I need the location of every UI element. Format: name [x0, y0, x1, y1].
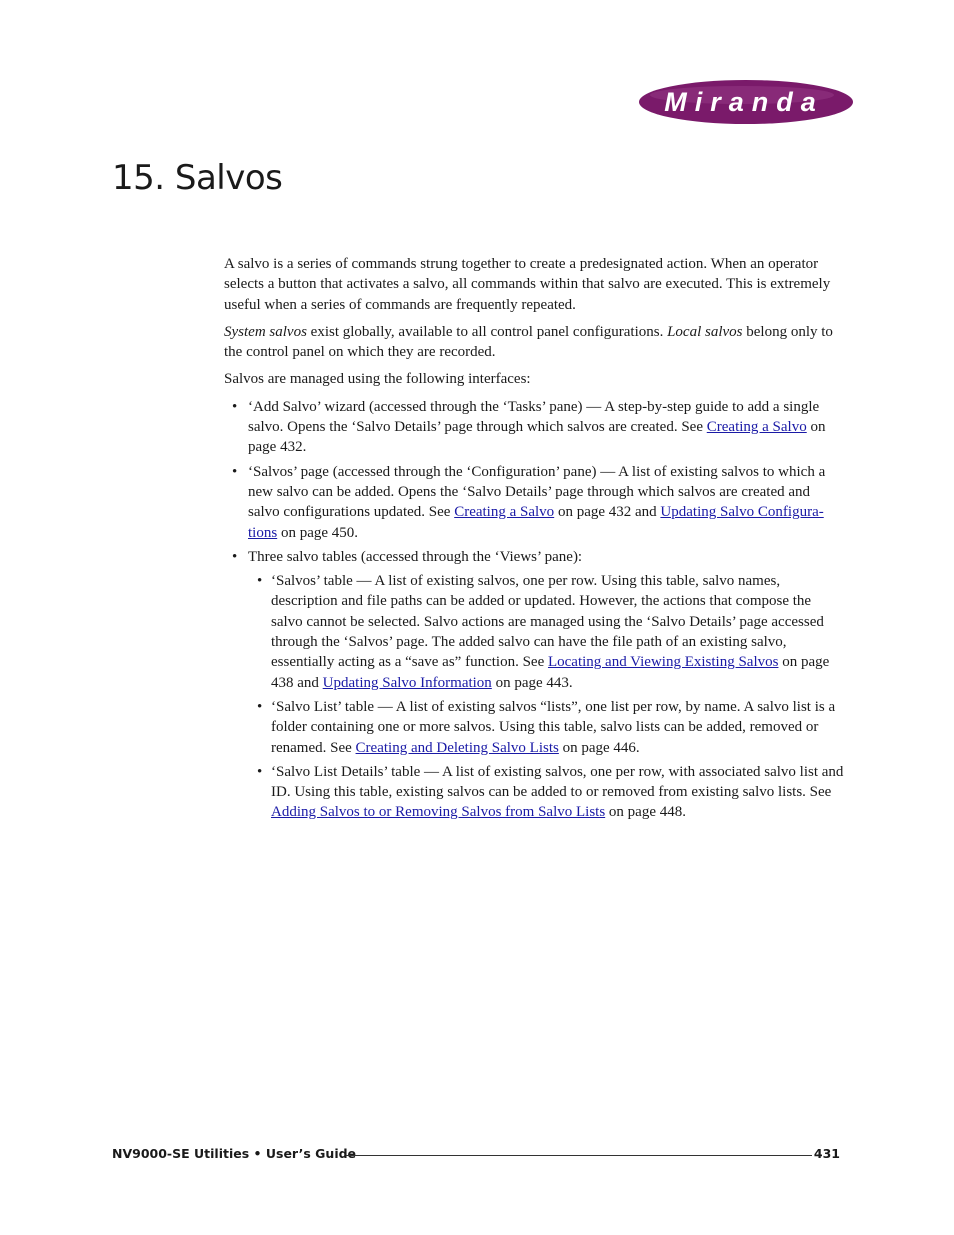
list-item-add-salvo-wizard: • ‘Add Salvo’ wizard (accessed through the ‘Tasks’ pane) — A step-by-step guide to add a single salvo. Opens the ‘Salvo Details’ page through which salvos are created. See Creating a Salvo on page 432.: [232, 398, 826, 456]
term-system-salvos: System salvos: [224, 323, 307, 340]
page-number: 431: [813, 1146, 840, 1161]
link-creating-deleting-salvo-lists[interactable]: Creating and Deleting Salvo Lists: [355, 739, 559, 756]
link-updating-salvo-information[interactable]: Updating Salvo Information: [322, 674, 492, 691]
bullet: •: [232, 463, 238, 480]
link-adding-removing-salvos[interactable]: Adding Salvos to or Removing Salvos from Salvo Lists: [271, 804, 606, 821]
salvo-types-paragraph: System salvos exist globally, available to all control panel configurations. Local salvos belong only to the control panel on which they are recorded.: [224, 323, 833, 361]
list-item-salvos-table: • ‘Salvos’ table — A list of existing salvos, one per row. Using this table, salvo names, description and file paths can be added or updated. However, the actions that compose the salvo cannot be selected. Salvo actions are managed using the ‘Salvo Details’ page accessed through the ‘Salvos’ page. The added salvo can have the file path of an existing salvo, essentially acting as a “save as” function. See Locating and Viewing Existing Salvos on page 438 and Updating Salvo Information on page 443.: [257, 573, 830, 691]
list-item-salvo-list-details-table: • ‘Salvo List Details’ table — A list of existing salvos, one per row, with associated salvo list and ID. Using this table, existing salvos can be added to or removed from existing salvo lists. See Adding Salvos to or Removing Salvos from Salvo Lists on page 448.: [257, 763, 844, 821]
page-footer: [112, 1144, 842, 1164]
list-item-salvos-page: • ‘Salvos’ page (accessed through the ‘Configuration’ pane) — A list of existing salvos to which a new salvo can be added. Opens the ‘Salvo Details’ page through which salvos are created and salvo configurations updated. See Creating a Salvo on page 432 and Updating Salvo Configura-tions on page 450.: [232, 463, 826, 541]
chapter-body: [224, 254, 844, 827]
salvo-tables-list: [248, 571, 844, 823]
footer-doc-title: NV9000-SE Utilities • User’s Guide: [112, 1146, 357, 1161]
term-local-salvos: Local salvos: [667, 323, 743, 340]
interfaces-list: [224, 397, 844, 823]
bullet: •: [257, 698, 263, 715]
link-creating-a-salvo[interactable]: Creating a Salvo: [706, 419, 807, 436]
link-locating-viewing-salvos[interactable]: Locating and Viewing Existing Salvos: [547, 654, 779, 671]
bullet: •: [257, 573, 263, 590]
list-item-salvo-list-table: • ‘Salvo List’ table — A list of existing salvos “lists”, one list per row, by name. A salvo list is a folder containing one or more salvos. Using this table, salvo lists can be added, removed or renamed. See Creating and Deleting Salvo Lists on page 446.: [257, 698, 836, 756]
bullet: •: [232, 548, 238, 565]
logo-wordmark: Miranda: [664, 87, 824, 117]
interfaces-intro: Salvos are managed using the following interfaces:: [224, 371, 531, 388]
footer-rule: [346, 1155, 812, 1156]
list-item-salvo-tables: • Three salvo tables (accessed through the ‘Views’ pane): • ‘Salvos’ table — A list of existing salvos, one per row. Using this table, salvo names, description and file paths can be added or updated. However, the actions that compose the salvo cannot be selected. Salvo actions are managed using the ‘Salvo Details’ page accessed through the ‘Salvos’ page. The added salvo can have the file path of an existing salvo, essentially acting as a “save as” function. See Locating and Viewing Existing Salvos on page 438 and Updating Salvo Information on page 443. • ‘Salvo List’ table — A list of existing salvos “lists”, one list per row, by name. A salvo list is a folder containing one or more salvos. Using this table, salvo lists can be added, removed or renamed. See Creating and Deleting Salvo Lists on page 446. • ‘Salvo List Details’ table — A list of existing salvos, one per row, with associated salvo list and ID. Using this table, existing salvos can be added to or removed from existing salvo lists. See Adding Salvos to or Removing Salvos from Salvo Lists on page 448.: [224, 547, 844, 823]
intro-paragraph: A salvo is a series of commands strung together to create a predesignated action. When an operator selects a button that activates a salvo, all commands within that salvo are executed. This is extremely useful when a series of commands are frequently repeated.: [224, 256, 831, 313]
link-updating-salvo-configurations[interactable]: Updating Salvo Configura-tions: [248, 504, 824, 541]
bullet: •: [257, 763, 263, 780]
chapter-title: 15. Salvos: [112, 158, 283, 198]
link-creating-a-salvo-2[interactable]: Creating a Salvo: [454, 504, 555, 521]
bullet: •: [232, 398, 238, 415]
miranda-logo: [638, 78, 854, 126]
